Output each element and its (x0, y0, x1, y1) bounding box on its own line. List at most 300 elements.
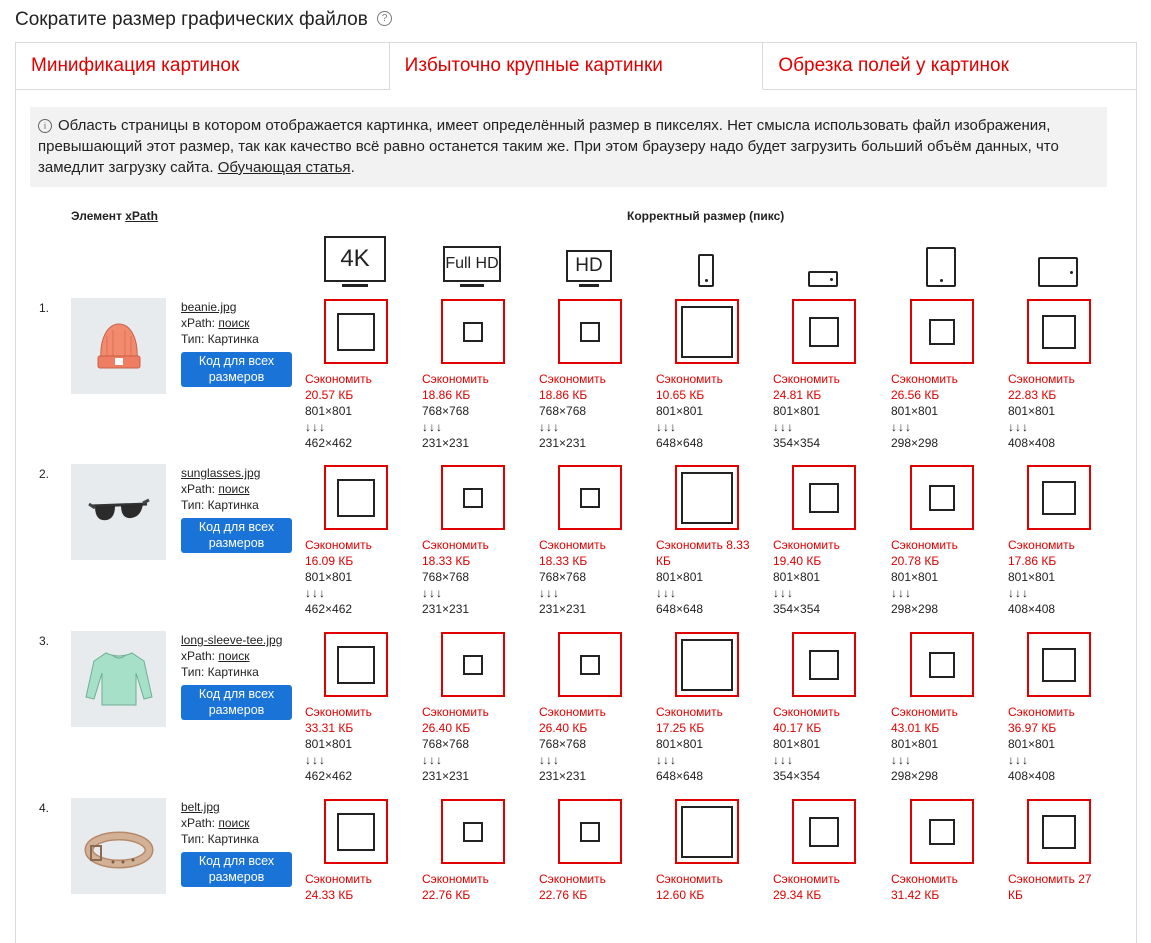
save-label: Сэкономить (891, 538, 958, 552)
save-label: Сэкономить (422, 705, 489, 719)
target-size: 231×231 (539, 436, 587, 450)
save-amount (539, 537, 639, 569)
arrows-down-icon: ↓↓↓ (422, 420, 443, 434)
target-size: 231×231 (539, 602, 587, 616)
save-value: 26.56 КБ (891, 388, 940, 402)
save-label: Сэкономить (305, 372, 372, 386)
size-cell (1008, 465, 1108, 617)
original-size: 801×801 (773, 404, 821, 418)
save-label: Сэкономить (1008, 372, 1075, 386)
xpath-prefix: xPath: (181, 482, 219, 496)
size-preview-inner (1042, 648, 1076, 682)
save-amount (891, 537, 991, 569)
target-size: 298×298 (891, 769, 939, 783)
size-preview-inner (1042, 315, 1076, 349)
size-preview-frame[interactable] (558, 465, 622, 530)
size-preview-inner (1042, 481, 1076, 515)
page-title (15, 9, 392, 31)
info-text: Область страницы в котором отображается картинка, имеет определённый размер в пикселях. Нет смысла использовать файл изображения, превышающий этот размер, так как качество всё равно останется таким же. При этом браузеру надо будет загрузить больший объём данных, что замедлит загрузку сайта. (38, 117, 1059, 176)
type-line: Тип: Картинка (181, 498, 259, 512)
size-preview-inner (929, 652, 955, 678)
product-thumbnail (71, 298, 166, 394)
save-amount (891, 704, 991, 736)
save-value: 22.76 КБ (539, 888, 588, 902)
save-value: 20.78 КБ (891, 554, 940, 568)
save-value: 17.25 КБ (656, 721, 705, 735)
arrows-down-icon: ↓↓↓ (773, 420, 794, 434)
save-value: 43.01 КБ (891, 721, 940, 735)
original-size: 801×801 (656, 570, 704, 584)
size-preview-frame[interactable] (558, 799, 622, 864)
size-preview-inner (809, 317, 839, 347)
size-cell (305, 299, 405, 451)
save-label: Сэкономить (422, 872, 489, 886)
save-amount (422, 371, 522, 403)
code-all-sizes-button[interactable]: Код для всех размеров (181, 518, 292, 553)
size-preview-inner (337, 646, 375, 684)
size-cell (539, 632, 639, 784)
xpath-link[interactable]: поиск (218, 316, 250, 330)
save-value: 18.33 КБ (539, 554, 588, 568)
save-value: 33.31 КБ (305, 721, 354, 735)
original-size: 801×801 (773, 737, 821, 751)
save-amount (422, 871, 522, 903)
save-value: 18.86 КБ (422, 388, 471, 402)
save-value: 31.42 КБ (891, 888, 940, 902)
target-size: 462×462 (305, 769, 353, 783)
file-info (181, 632, 282, 680)
size-preview-frame[interactable] (324, 632, 388, 697)
file-info (181, 465, 260, 513)
target-size: 231×231 (422, 769, 470, 783)
save-label: Сэкономить (539, 538, 606, 552)
tab-bar (16, 43, 1136, 90)
monitor-hd-icon (566, 250, 612, 287)
info-period: . (350, 159, 355, 176)
save-label: Сэкономить (891, 872, 958, 886)
save-amount (891, 871, 991, 903)
monitor-stand (342, 284, 368, 287)
arrows-down-icon: ↓↓↓ (305, 753, 326, 767)
size-preview-frame[interactable] (792, 465, 856, 530)
original-size: 801×801 (891, 570, 939, 584)
save-amount (305, 704, 405, 736)
target-size: 408×408 (1008, 769, 1056, 783)
device-button-dot (1070, 271, 1073, 274)
arrows-down-icon: ↓↓↓ (422, 753, 443, 767)
size-preview-frame[interactable] (324, 799, 388, 864)
size-cell (305, 799, 405, 903)
column-header-element-prefix: Элемент (71, 209, 126, 223)
save-value: 40.17 КБ (773, 721, 822, 735)
monitor-stand (579, 284, 599, 287)
target-size: 408×408 (1008, 436, 1056, 450)
save-amount (539, 704, 639, 736)
size-cell (656, 632, 756, 784)
save-amount (656, 537, 756, 569)
size-preview-frame[interactable] (441, 465, 505, 530)
original-size: 801×801 (1008, 404, 1056, 418)
column-header-size: Корректный размер (пикс) (627, 209, 785, 223)
save-amount (422, 704, 522, 736)
save-amount (773, 371, 873, 403)
size-cell (539, 799, 639, 903)
device-button-dot (940, 279, 943, 282)
size-preview-frame[interactable] (792, 799, 856, 864)
target-size: 298×298 (891, 602, 939, 616)
target-size: 354×354 (773, 436, 821, 450)
size-cell (422, 799, 522, 903)
save-value: 19.40 КБ (773, 554, 822, 568)
file-name-link[interactable]: beanie.jpg (181, 300, 237, 314)
size-preview-frame[interactable] (1027, 299, 1091, 364)
save-value: 18.33 КБ (422, 554, 471, 568)
save-amount (1008, 371, 1108, 403)
xpath-line (181, 648, 282, 664)
target-size: 354×354 (773, 602, 821, 616)
device-label: Full HD (445, 255, 499, 272)
target-size: 231×231 (422, 436, 470, 450)
original-size: 768×768 (539, 737, 587, 751)
size-cell (422, 465, 522, 617)
size-preview-inner (580, 488, 600, 508)
column-header-element (71, 209, 158, 223)
save-amount (305, 537, 405, 569)
save-value: 10.65 КБ (656, 388, 705, 402)
type-line: Тип: Картинка (181, 665, 259, 679)
arrows-down-icon: ↓↓↓ (305, 420, 326, 434)
xpath-prefix: xPath: (181, 816, 219, 830)
size-cell (1008, 632, 1108, 784)
device-button-dot (830, 278, 833, 281)
arrows-down-icon: ↓↓↓ (1008, 586, 1029, 600)
save-amount (1008, 704, 1108, 736)
code-all-sizes-button[interactable]: Код для всех размеров (181, 352, 292, 387)
save-label: Сэкономить (656, 872, 723, 886)
info-box (30, 107, 1107, 187)
size-preview-frame[interactable] (910, 299, 974, 364)
size-preview-frame[interactable] (910, 799, 974, 864)
device-button-dot (705, 279, 708, 282)
xpath-prefix: xPath: (181, 316, 219, 330)
xpath-line (181, 815, 259, 831)
save-value: 17.86 КБ (1008, 554, 1057, 568)
size-preview-inner (337, 313, 375, 351)
xpath-link[interactable]: поиск (218, 816, 250, 830)
target-size: 298×298 (891, 436, 939, 450)
tablet-icon (926, 247, 956, 287)
save-amount (1008, 871, 1108, 903)
size-cell (656, 465, 756, 617)
arrows-down-icon: ↓↓↓ (656, 420, 677, 434)
size-preview-inner (337, 813, 375, 851)
arrows-down-icon: ↓↓↓ (773, 586, 794, 600)
size-cell (891, 799, 991, 903)
save-label: Сэкономить (773, 872, 840, 886)
original-size: 801×801 (1008, 737, 1056, 751)
original-size: 801×801 (305, 404, 353, 418)
save-label: Сэкономить (1008, 538, 1075, 552)
product-thumbnail (71, 464, 166, 560)
size-preview-inner (337, 479, 375, 517)
save-amount (773, 704, 873, 736)
original-size: 768×768 (422, 404, 470, 418)
file-name-link[interactable]: long-sleeve-tee.jpg (181, 633, 283, 647)
target-size: 648×648 (656, 436, 704, 450)
size-cell (656, 799, 756, 903)
save-label: Сэкономить (656, 705, 723, 719)
size-cell (422, 632, 522, 784)
code-all-sizes-button[interactable]: Код для всех размеров (181, 852, 292, 887)
tutorial-link[interactable]: Обучающая статья (217, 159, 351, 176)
original-size: 768×768 (539, 404, 587, 418)
save-label: Сэкономить (422, 372, 489, 386)
original-size: 801×801 (305, 737, 353, 751)
size-preview-frame[interactable] (1027, 632, 1091, 697)
save-amount (539, 871, 639, 903)
save-value: 18.86 КБ (539, 388, 588, 402)
original-size: 801×801 (656, 404, 704, 418)
original-size: 801×801 (891, 404, 939, 418)
size-preview-frame[interactable] (675, 299, 739, 364)
device-label: HD (575, 255, 603, 276)
save-value: 22.83 КБ (1008, 388, 1057, 402)
save-label: Сэкономить (539, 872, 606, 886)
size-cell (891, 465, 991, 617)
size-preview-frame[interactable] (441, 632, 505, 697)
xpath-line (181, 481, 260, 497)
save-value: 22.76 КБ (422, 888, 471, 902)
save-label: Сэкономить (539, 705, 606, 719)
save-label: Сэкономить (656, 538, 723, 552)
size-preview-inner (681, 806, 733, 858)
target-size: 648×648 (656, 769, 704, 783)
size-preview-inner (809, 650, 839, 680)
save-label: Сэкономить (305, 872, 372, 886)
save-amount (773, 537, 873, 569)
tab-minification[interactable]: Минификация картинок (16, 43, 390, 89)
target-size: 408×408 (1008, 602, 1056, 616)
file-name-link[interactable]: sunglasses.jpg (181, 466, 261, 480)
size-cell (773, 632, 873, 784)
row-number: 1. (39, 301, 50, 315)
monitor-stand (460, 284, 484, 287)
size-preview-frame[interactable] (675, 799, 739, 864)
arrows-down-icon: ↓↓↓ (891, 586, 912, 600)
save-value: 24.81 КБ (773, 388, 822, 402)
arrows-down-icon: ↓↓↓ (539, 753, 560, 767)
size-preview-inner (681, 472, 733, 524)
row-number: 4. (39, 801, 50, 815)
save-amount (656, 371, 756, 403)
row-number: 2. (39, 467, 50, 481)
save-value: 16.09 КБ (305, 554, 354, 568)
save-label: Сэкономить (773, 705, 840, 719)
xpath-prefix: xPath: (181, 649, 219, 663)
save-amount (773, 871, 873, 903)
info-icon: i (38, 119, 52, 133)
size-preview-frame[interactable] (441, 299, 505, 364)
save-label: Сэкономить (305, 705, 372, 719)
audit-panel (15, 42, 1137, 943)
size-cell (305, 465, 405, 617)
device-label: 4K (340, 245, 370, 272)
original-size: 768×768 (422, 570, 470, 584)
save-value: 24.33 КБ (305, 888, 354, 902)
original-size: 801×801 (656, 737, 704, 751)
save-label: Сэкономить (773, 372, 840, 386)
tablet-landscape-icon (1038, 257, 1078, 287)
save-amount (305, 871, 405, 903)
arrows-down-icon: ↓↓↓ (773, 753, 794, 767)
save-value: 26.40 КБ (422, 721, 471, 735)
size-preview-inner (809, 817, 839, 847)
tab-crop-margins[interactable]: Обрезка полей у картинок (763, 43, 1136, 89)
size-preview-frame[interactable] (910, 465, 974, 530)
size-preview-frame[interactable] (558, 632, 622, 697)
monitor-fullhd-icon (443, 246, 501, 287)
size-cell (656, 299, 756, 451)
arrows-down-icon: ↓↓↓ (422, 586, 443, 600)
phone-icon (698, 254, 714, 287)
arrows-down-icon: ↓↓↓ (656, 586, 677, 600)
size-preview-inner (809, 483, 839, 513)
target-size: 648×648 (656, 602, 704, 616)
file-info (181, 299, 259, 347)
original-size: 768×768 (539, 570, 587, 584)
size-preview-inner (463, 488, 483, 508)
size-preview-inner (929, 319, 955, 345)
xpath-line (181, 315, 259, 331)
size-preview-frame[interactable] (324, 465, 388, 530)
size-preview-inner (681, 639, 733, 691)
size-cell (539, 299, 639, 451)
save-value: 29.34 КБ (773, 888, 822, 902)
size-cell (773, 299, 873, 451)
save-value: 12.60 КБ (656, 888, 705, 902)
size-preview-frame[interactable] (324, 299, 388, 364)
save-label: Сэкономить (305, 538, 372, 552)
target-size: 231×231 (422, 602, 470, 616)
size-preview-frame[interactable] (1027, 799, 1091, 864)
type-line: Тип: Картинка (181, 332, 259, 346)
save-amount (656, 871, 756, 903)
original-size: 801×801 (1008, 570, 1056, 584)
size-cell (773, 465, 873, 617)
save-label: Сэкономить (891, 705, 958, 719)
save-label: Сэкономить (539, 372, 606, 386)
arrows-down-icon: ↓↓↓ (891, 420, 912, 434)
save-value: 8.33 КБ (656, 538, 750, 568)
size-preview-frame[interactable] (675, 632, 739, 697)
file-info (181, 799, 259, 847)
xpath-link[interactable]: поиск (218, 482, 250, 496)
page-title-text: Сократите размер графических файлов (15, 9, 368, 30)
arrows-down-icon: ↓↓↓ (539, 586, 560, 600)
original-size: 768×768 (422, 737, 470, 751)
size-preview-frame[interactable] (792, 299, 856, 364)
size-preview-inner (463, 322, 483, 342)
original-size: 801×801 (305, 570, 353, 584)
size-preview-inner (580, 322, 600, 342)
arrows-down-icon: ↓↓↓ (305, 586, 326, 600)
save-label: Сэкономить (1008, 872, 1075, 886)
save-amount (656, 704, 756, 736)
save-value: 20.57 КБ (305, 388, 354, 402)
size-preview-frame[interactable] (910, 632, 974, 697)
tab-oversized-images[interactable]: Избыточно крупные картинки (390, 43, 764, 90)
original-size: 801×801 (773, 570, 821, 584)
save-amount (305, 371, 405, 403)
save-value: 27 КБ (1008, 872, 1092, 902)
arrows-down-icon: ↓↓↓ (891, 753, 912, 767)
size-cell (891, 299, 991, 451)
size-preview-inner (929, 819, 955, 845)
phone-landscape-icon (808, 271, 838, 287)
save-amount (539, 371, 639, 403)
save-value: 36.97 КБ (1008, 721, 1057, 735)
size-cell (773, 799, 873, 903)
size-preview-inner (681, 306, 733, 358)
size-preview-frame[interactable] (675, 465, 739, 530)
save-label: Сэкономить (422, 538, 489, 552)
save-amount (422, 537, 522, 569)
size-preview-frame[interactable] (558, 299, 622, 364)
original-size: 801×801 (891, 737, 939, 751)
size-preview-frame[interactable] (1027, 465, 1091, 530)
size-preview-inner (463, 822, 483, 842)
size-cell (422, 299, 522, 451)
size-preview-inner (1042, 815, 1076, 849)
size-cell (539, 465, 639, 617)
size-cell (1008, 299, 1108, 451)
arrows-down-icon: ↓↓↓ (1008, 753, 1029, 767)
column-header-xpath-link[interactable]: xPath (125, 209, 158, 223)
arrows-down-icon: ↓↓↓ (656, 753, 677, 767)
arrows-down-icon: ↓↓↓ (539, 420, 560, 434)
save-label: Сэкономить (891, 372, 958, 386)
type-line: Тип: Картинка (181, 832, 259, 846)
size-cell (1008, 799, 1108, 903)
product-thumbnail (71, 631, 166, 727)
arrows-down-icon: ↓↓↓ (1008, 420, 1029, 434)
file-name-link[interactable]: belt.jpg (181, 800, 220, 814)
target-size: 231×231 (539, 769, 587, 783)
monitor-4k-icon (324, 236, 386, 287)
help-icon[interactable]: ? (377, 11, 392, 26)
target-size: 462×462 (305, 436, 353, 450)
target-size: 462×462 (305, 602, 353, 616)
save-label: Сэкономить (656, 372, 723, 386)
size-preview-inner (929, 485, 955, 511)
row-number: 3. (39, 634, 50, 648)
save-value: 26.40 КБ (539, 721, 588, 735)
size-cell (891, 632, 991, 784)
target-size: 354×354 (773, 769, 821, 783)
size-preview-inner (580, 655, 600, 675)
size-preview-frame[interactable] (792, 632, 856, 697)
save-amount (891, 371, 991, 403)
save-amount (1008, 537, 1108, 569)
xpath-link[interactable]: поиск (218, 649, 250, 663)
code-all-sizes-button[interactable]: Код для всех размеров (181, 685, 292, 720)
save-label: Сэкономить (773, 538, 840, 552)
product-thumbnail (71, 798, 166, 894)
size-cell (305, 632, 405, 784)
save-label: Сэкономить (1008, 705, 1075, 719)
size-preview-frame[interactable] (441, 799, 505, 864)
size-preview-inner (580, 822, 600, 842)
